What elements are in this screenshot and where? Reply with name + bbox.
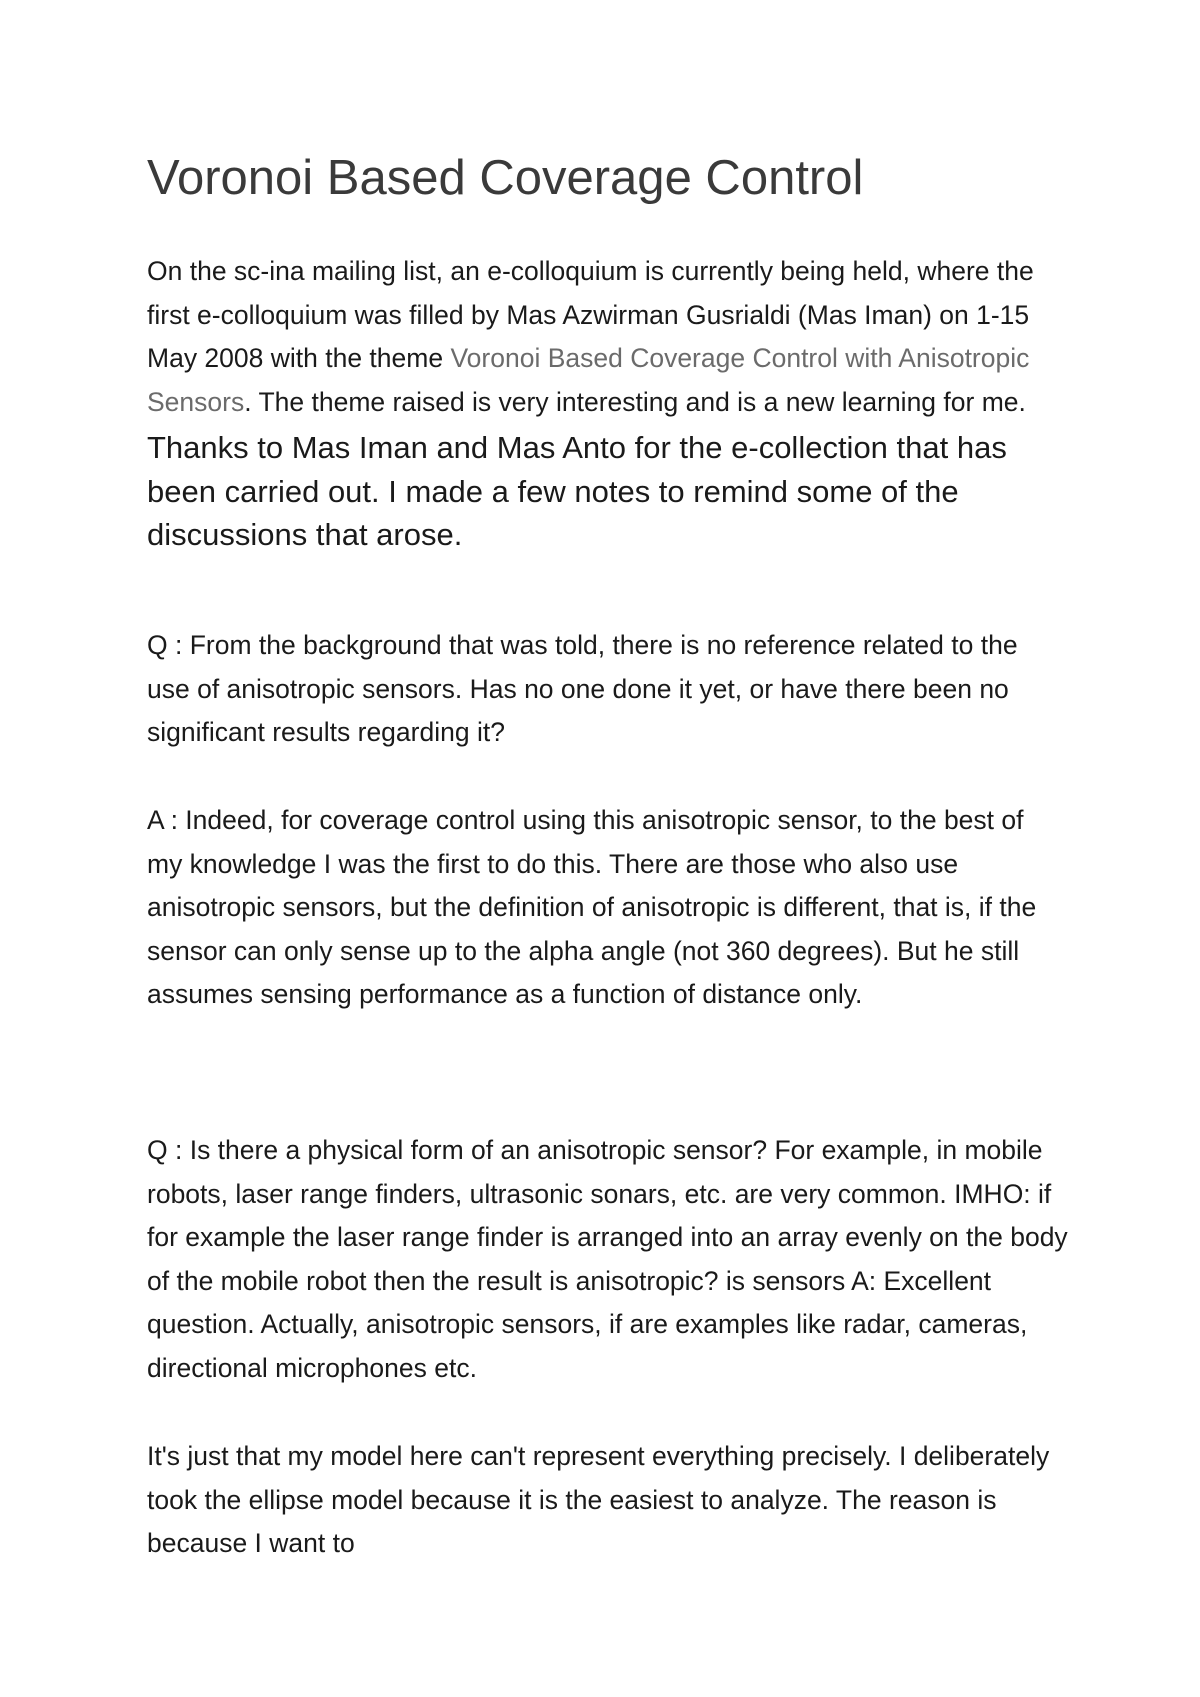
theme-link[interactable]: Voronoi Based Coverage Control with Anisotropic Sensors [147,343,1030,417]
question-2: Q : Is there a physical form of an anisotropic sensor? For example, in mobile robots, laser range finders, ultrasonic sonars, etc. are very common. IMHO: if for example the laser range finder is arranged into an array evenly on the body of the mobile robot then the result is anisotropic? is sensors A: Excellent question. Actually, anisotropic sensors, if are examples like radar, cameras, directional microphones etc. [147,1135,1068,1383]
page-title: Voronoi Based Coverage Control [147,151,864,205]
intro-text-after-link: . The theme raised is very interesting and is a new learning for me. [244,386,1026,417]
intro-text-before-link: On the sc-ina mailing list, an e-colloquium is currently being held, where the first e-colloquium was filled by Mas Azwirman Gusrialdi (Mas Iman) on 1-15 May 2008 with the theme [147,256,1034,373]
answer-1: A : Indeed, for coverage control using this anisotropic sensor, to the best of my knowledge I was the first to do this. There are those who also use anisotropic sensors, but the definition of anisotropic is different, that is, if the sensor can only sense up to the alpha angle (not 360 degrees). But he still assumes sensing performance as a function of distance only. [147,805,1037,1009]
intro-paragraph [147,250,1082,424]
thanks-paragraph: Thanks to Mas Iman and Mas Anto for the e-collection that has been carried out. I made a few notes to remind some of the discussions that arose. [147,430,1007,552]
answer-2-continued: It's just that my model here can't represent everything precisely. I deliberately took the ellipse model because it is the easiest to analyze. The reason is because I want to [147,1441,1050,1558]
question-1: Q : From the background that was told, there is no reference related to the use of anisotropic sensors. Has no one done it yet, or have there been no significant results regarding it? [147,630,1018,747]
